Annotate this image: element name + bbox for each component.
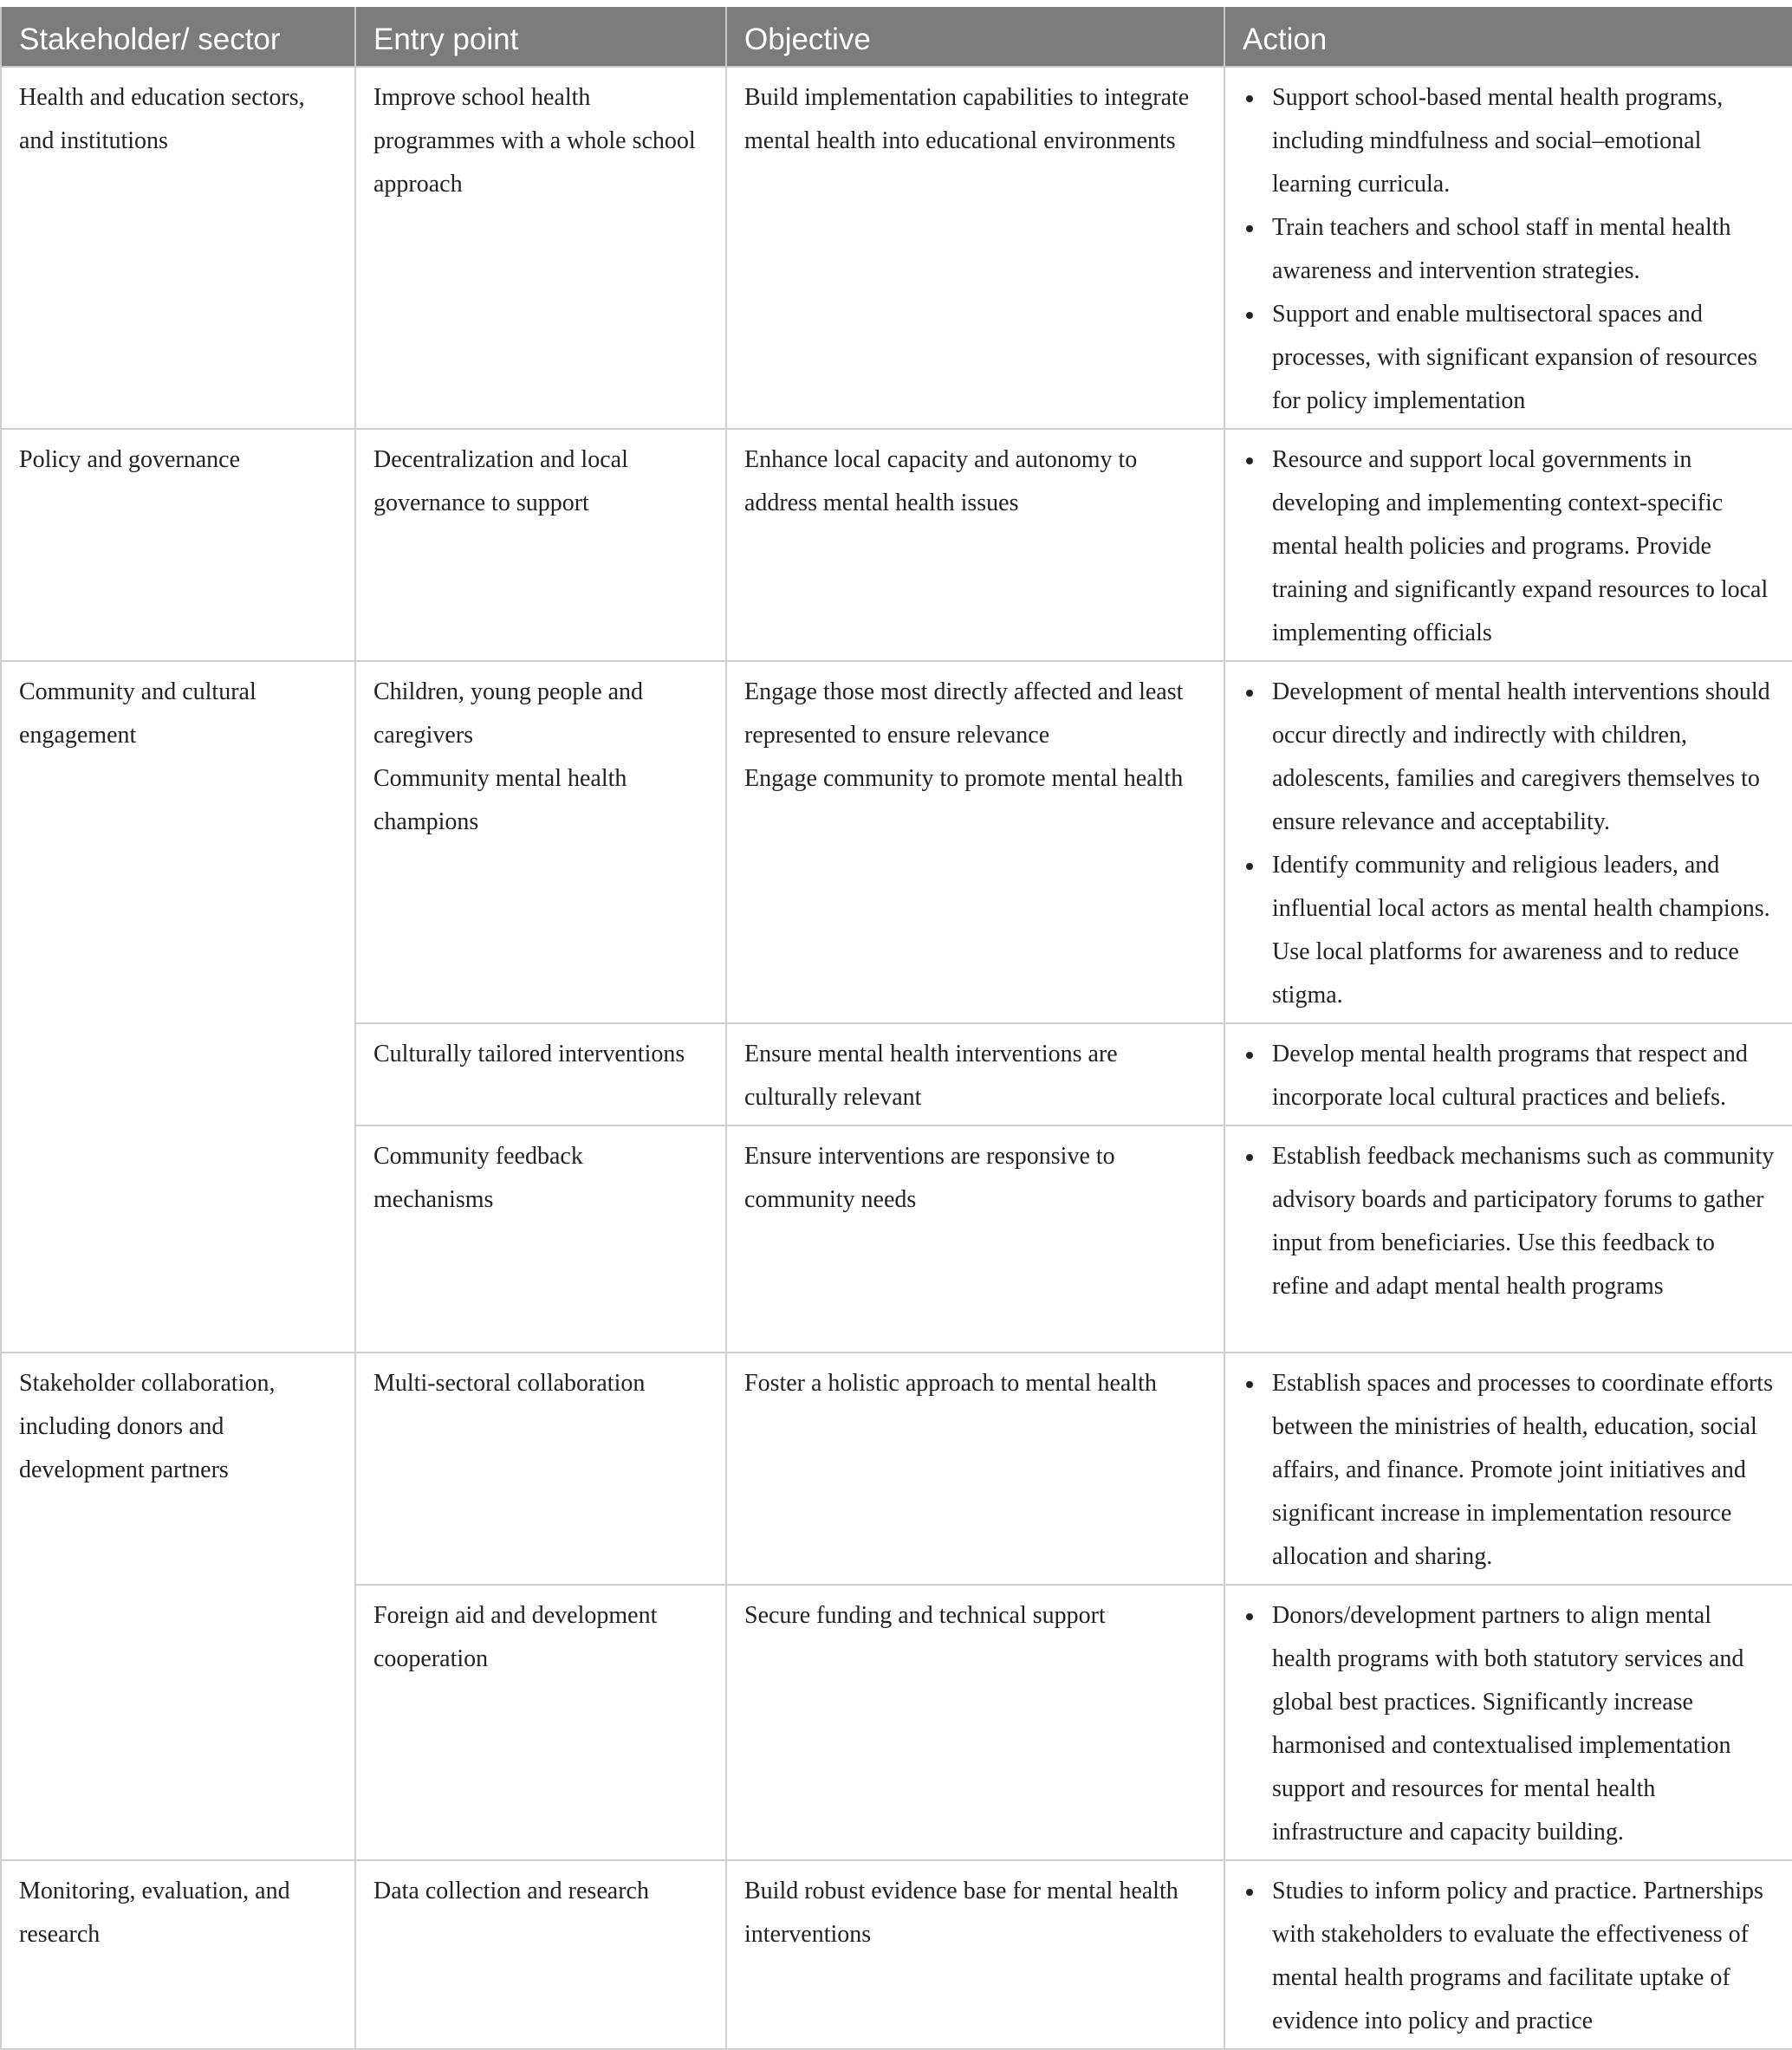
action-item: Train teachers and school staff in mental health awareness and intervention strategies. (1272, 206, 1775, 293)
objective-cell (726, 429, 1224, 661)
action-list (1243, 1033, 1775, 1119)
entry-point-cell (355, 1353, 726, 1585)
action-list (1243, 1135, 1775, 1308)
entry-point-text: Improve school health programmes with a whole school approach (373, 84, 696, 198)
action-item: Support school-based mental health programs, including mindfulness and social–emotional learning curricula. (1272, 76, 1775, 206)
table-row (1, 1860, 1792, 2049)
objective-cell (726, 1860, 1224, 2049)
action-cell (1224, 1126, 1792, 1353)
action-cell (1224, 1353, 1792, 1585)
action-list (1243, 1870, 1775, 2043)
table-header (1, 7, 1792, 67)
objective-text: Engage those most directly affected and least represented to ensure relevance (744, 678, 1184, 749)
objective-cell (726, 1126, 1224, 1353)
objective-cell (726, 1023, 1224, 1126)
action-item: Identify community and religious leaders, and influential local actors as mental health champions. Use local platforms for awareness and to reduce stigma. (1272, 844, 1775, 1017)
objective-cell (726, 661, 1224, 1023)
header-action: Action (1224, 7, 1792, 67)
entry-point-text: Children, young people and caregivers (373, 678, 644, 749)
action-cell (1224, 1860, 1792, 2049)
entry-point-cell (355, 429, 726, 661)
objective-text: Build implementation capabilities to integrate mental health into educational environments (744, 84, 1190, 154)
action-item: Establish spaces and processes to coordinate efforts between the ministries of health, education, social affairs, and finance. Promote joint initiatives and significant increase in implementation resource allocation and sharing. (1272, 1362, 1775, 1579)
entry-point-text: Data collection and research (373, 1878, 649, 1904)
objective-text: Secure funding and technical support (744, 1602, 1106, 1629)
stakeholder-cell: Community and cultural engagement (1, 661, 355, 1353)
table-row (1, 429, 1792, 661)
stakeholder-cell: Stakeholder collaboration, including donors and development partners (1, 1353, 355, 1860)
entry-point-text: Decentralization and local governance to support (373, 446, 628, 516)
header-entry-point: Entry point (355, 7, 726, 67)
entry-point-text: Community mental health champions (373, 765, 627, 835)
entry-point-text: Foreign aid and development cooperation (373, 1602, 658, 1672)
objective-cell (726, 1585, 1224, 1860)
action-item: Studies to inform policy and practice. Partnerships with stakeholders to evaluate the effectiveness of mental health programs and facilitate uptake of evidence into policy and practice (1272, 1870, 1775, 2043)
entry-point-cell (355, 67, 726, 429)
action-item: Donors/development partners to align mental health programs with both statutory services and global best practices. Significantly increase harmonised and contextualised implementation support and resources for mental health infrastructure and capacity building. (1272, 1594, 1775, 1854)
action-item: Support and enable multisectoral spaces and processes, with significant expansion of resources for policy implementation (1272, 293, 1775, 423)
entry-point-cell (355, 1860, 726, 2049)
objective-text: Build robust evidence base for mental health interventions (744, 1878, 1178, 1948)
header-row (1, 7, 1792, 67)
action-cell (1224, 661, 1792, 1023)
table-row (1, 661, 1792, 1023)
action-cell (1224, 1023, 1792, 1126)
objective-cell (726, 67, 1224, 429)
action-item: Development of mental health interventions should occur directly and indirectly with children, adolescents, families and caregivers themselves to ensure relevance and acceptability. (1272, 671, 1775, 844)
objective-text: Ensure mental health interventions are culturally relevant (744, 1041, 1118, 1111)
entry-point-text: Community feedback mechanisms (373, 1143, 583, 1213)
table-container (0, 7, 1792, 2050)
action-item: Resource and support local governments in developing and implementing context-specific mental health policies and programs. Provide training and significantly expand resources to local implementing officials (1272, 438, 1775, 655)
stakeholder-cell: Health and education sectors, and institutions (1, 67, 355, 429)
action-item: Establish feedback mechanisms such as community advisory boards and participatory forums to gather input from beneficiaries. Use this feedback to refine and adapt mental health programs (1272, 1135, 1775, 1308)
objective-text: Enhance local capacity and autonomy to address mental health issues (744, 446, 1138, 516)
objective-text: Foster a holistic approach to mental health (744, 1370, 1157, 1397)
action-list (1243, 1594, 1775, 1854)
action-list (1243, 1362, 1775, 1579)
action-list (1243, 671, 1775, 1017)
action-list (1243, 76, 1775, 423)
table-body (1, 67, 1792, 2049)
action-cell (1224, 1585, 1792, 1860)
header-stakeholder: Stakeholder/ sector (1, 7, 355, 67)
entry-point-cell (355, 1585, 726, 1860)
action-cell (1224, 429, 1792, 661)
objective-text: Ensure interventions are responsive to community needs (744, 1143, 1115, 1213)
entry-point-text: Multi-sectoral collaboration (373, 1370, 646, 1397)
table-row (1, 1353, 1792, 1585)
entry-point-cell (355, 1023, 726, 1126)
stakeholder-table (0, 7, 1792, 2050)
entry-point-cell (355, 661, 726, 1023)
action-list (1243, 438, 1775, 655)
action-cell (1224, 67, 1792, 429)
objective-text: Engage community to promote mental health (744, 765, 1184, 792)
header-objective: Objective (726, 7, 1224, 67)
entry-point-cell (355, 1126, 726, 1353)
stakeholder-cell: Policy and governance (1, 429, 355, 661)
table-row (1, 67, 1792, 429)
stakeholder-cell: Monitoring, evaluation, and research (1, 1860, 355, 2049)
objective-cell (726, 1353, 1224, 1585)
entry-point-text: Culturally tailored interventions (373, 1041, 685, 1067)
action-item: Develop mental health programs that respect and incorporate local cultural practices and beliefs. (1272, 1033, 1775, 1119)
